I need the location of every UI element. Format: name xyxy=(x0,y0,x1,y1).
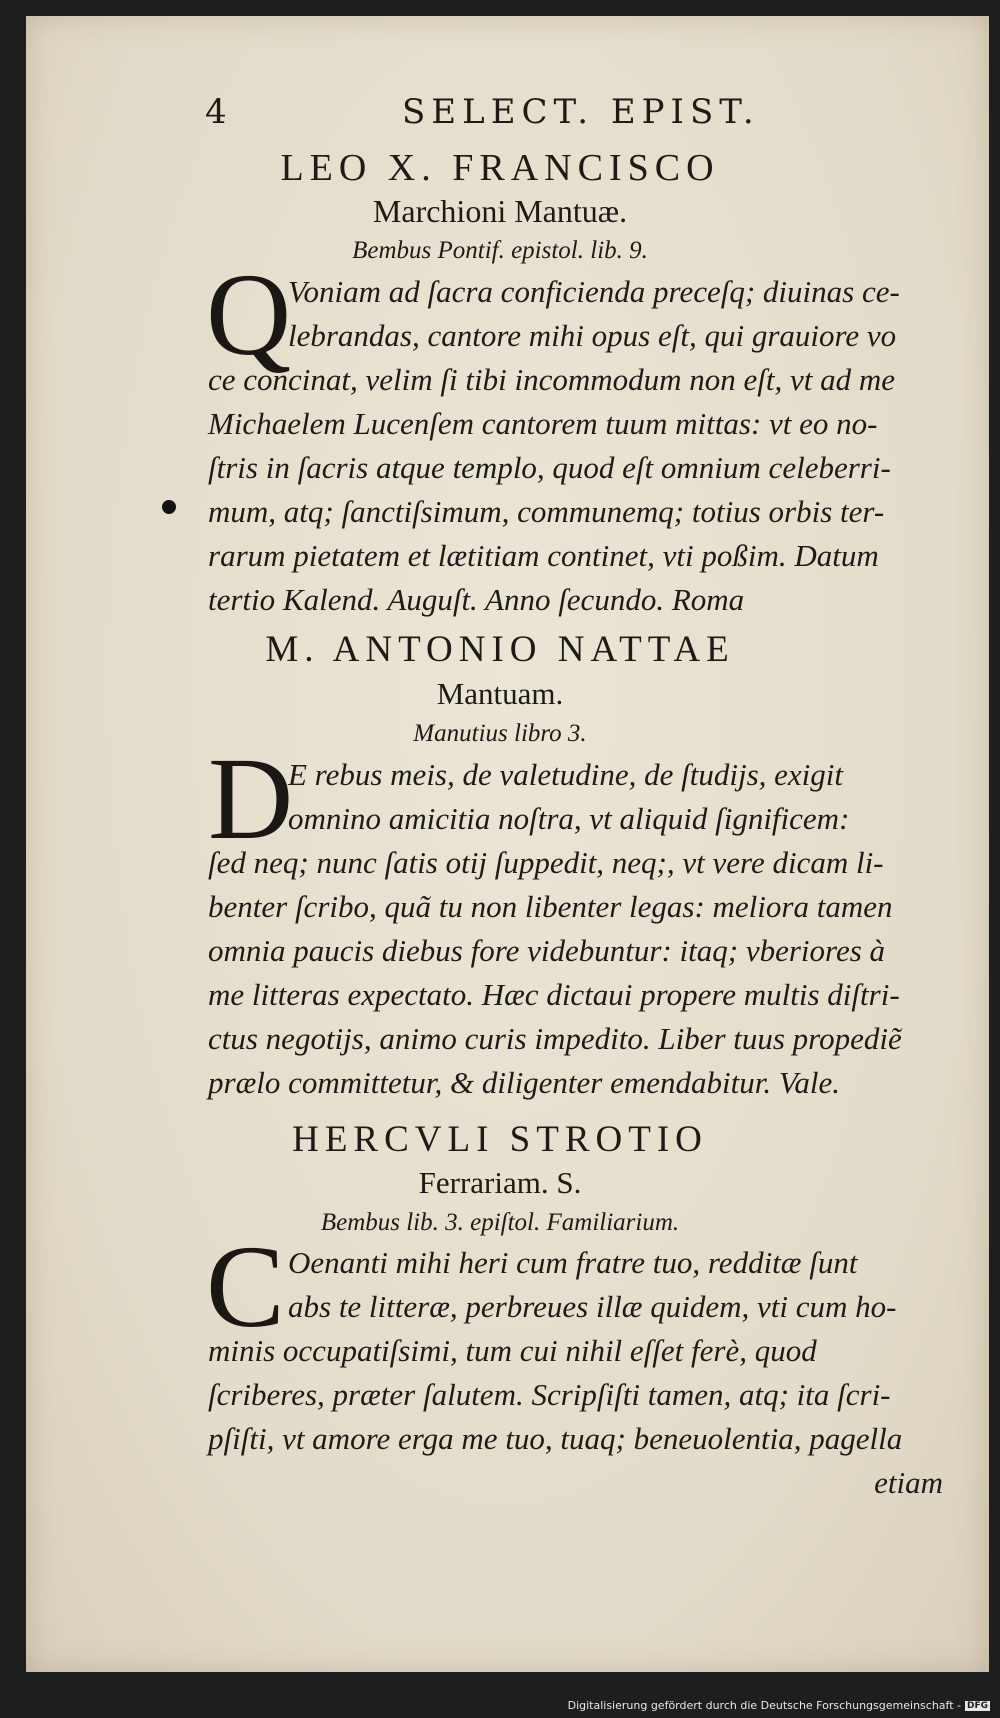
letter-2-drop-cap: D xyxy=(208,733,294,864)
letter-3-subtitle: Ferrariam. S. xyxy=(418,1165,582,1200)
letter-3-line: minis occupatiſsimi, tum cui nihil eſſet ferè, quod xyxy=(208,1333,817,1368)
letter-3-body xyxy=(208,1241,943,1505)
letter-2-line: ctus negotijs, animo curis impedito. Liber tuus propediẽ xyxy=(208,1021,902,1056)
letter-3-line: ſcriberes, præter ſalutem. Scripſiſti tamen, atq; ita ſcri- xyxy=(208,1377,891,1412)
letter-3-drop-cap: C xyxy=(206,1221,285,1352)
letter-2-line: prælo committetur, & diligenter emendabitur. Vale. xyxy=(208,1065,841,1100)
letter-1-drop-cap: Q xyxy=(206,249,292,380)
letter-1-line: lebrandas, cantore mihi opus eſt, qui grauiore vo xyxy=(288,318,897,353)
letter-2-line: ſed neq; nunc ſatis otij ſuppedit, neq;, vt vere dicam li- xyxy=(208,845,884,880)
letter-1-line: mum, atq; ſanctiſsimum, communemq; totius orbis ter- xyxy=(208,494,885,529)
letter-2-source: Manutius libro 3. xyxy=(413,720,587,747)
letter-3-addressee: HERCVLI STROTIO xyxy=(292,1119,708,1160)
letter-3-line: pſiſti, vt amore erga me tuo, tuaq; beneuolentia, pagella xyxy=(208,1421,903,1456)
dfg-logo-icon: DFG xyxy=(966,1700,988,1711)
letter-1-line: ſtris in ſacris atque templo, quod eſt omnium celeberri- xyxy=(208,450,891,485)
letter-2-line: omnino amicitia noſtra, vt aliquid ſignificem: xyxy=(288,801,850,836)
letter-3-line: Oenanti mihi heri cum fratre tuo, redditæ ſunt xyxy=(288,1245,858,1280)
letter-2-line: E rebus meis, de valetudine, de ſtudijs, exigit xyxy=(288,757,844,792)
letter-1-body xyxy=(208,270,943,622)
letter-1-line: tertio Kalend. Auguſt. Anno ſecundo. Roma xyxy=(208,582,745,617)
letter-2-line: me litteras expectato. Hæc dictaui propere multis diſtri- xyxy=(208,977,900,1012)
letter-1-addressee: LEO X. FRANCISCO xyxy=(280,147,720,189)
letter-1-source: Bembus Pontif. epistol. lib. 9. xyxy=(352,237,648,264)
ink-spot xyxy=(162,500,176,514)
letter-3-source: Bembus lib. 3. epiſtol. Familiarium. xyxy=(320,1209,680,1236)
letter-1-subtitle: Marchioni Mantuæ. xyxy=(372,193,628,229)
letter-3-line: abs te litteræ, perbreues illæ quidem, vti cum ho- xyxy=(288,1289,897,1324)
letter-2-addressee: M. ANTONIO NATTAE xyxy=(265,629,735,670)
letter-2-line: omnia paucis diebus fore videbuntur: itaq; vberiores à xyxy=(208,933,886,968)
letter-2-body xyxy=(208,753,943,1105)
letter-2-subtitle: Mantuam. xyxy=(436,676,564,711)
running-title: SELECT. EPIST. xyxy=(402,92,760,132)
letter-2-line: benter ſcribo, quã tu non libenter legas: meliora tamen xyxy=(208,889,893,924)
credit-text: Digitalisierung gefördert durch die Deutsche Forschungsgemeinschaft - xyxy=(567,1699,961,1712)
digitization-credit xyxy=(568,1699,990,1712)
letter-1-line: ce concinat, velim ſi tibi incommodum non eſt, vt ad me xyxy=(208,362,895,397)
letter-1-line: rarum pietatem et lætitiam continet, vti poßim. Datum xyxy=(208,538,879,573)
catchword: etiam xyxy=(874,1465,943,1500)
letter-1-line: Voniam ad ſacra conficienda preceſq; diuinas ce- xyxy=(288,274,900,309)
letter-1-line: Michaelem Lucenſem cantorem tuum mittas: vt eo no- xyxy=(208,406,878,441)
page-number: 4 xyxy=(205,92,233,132)
